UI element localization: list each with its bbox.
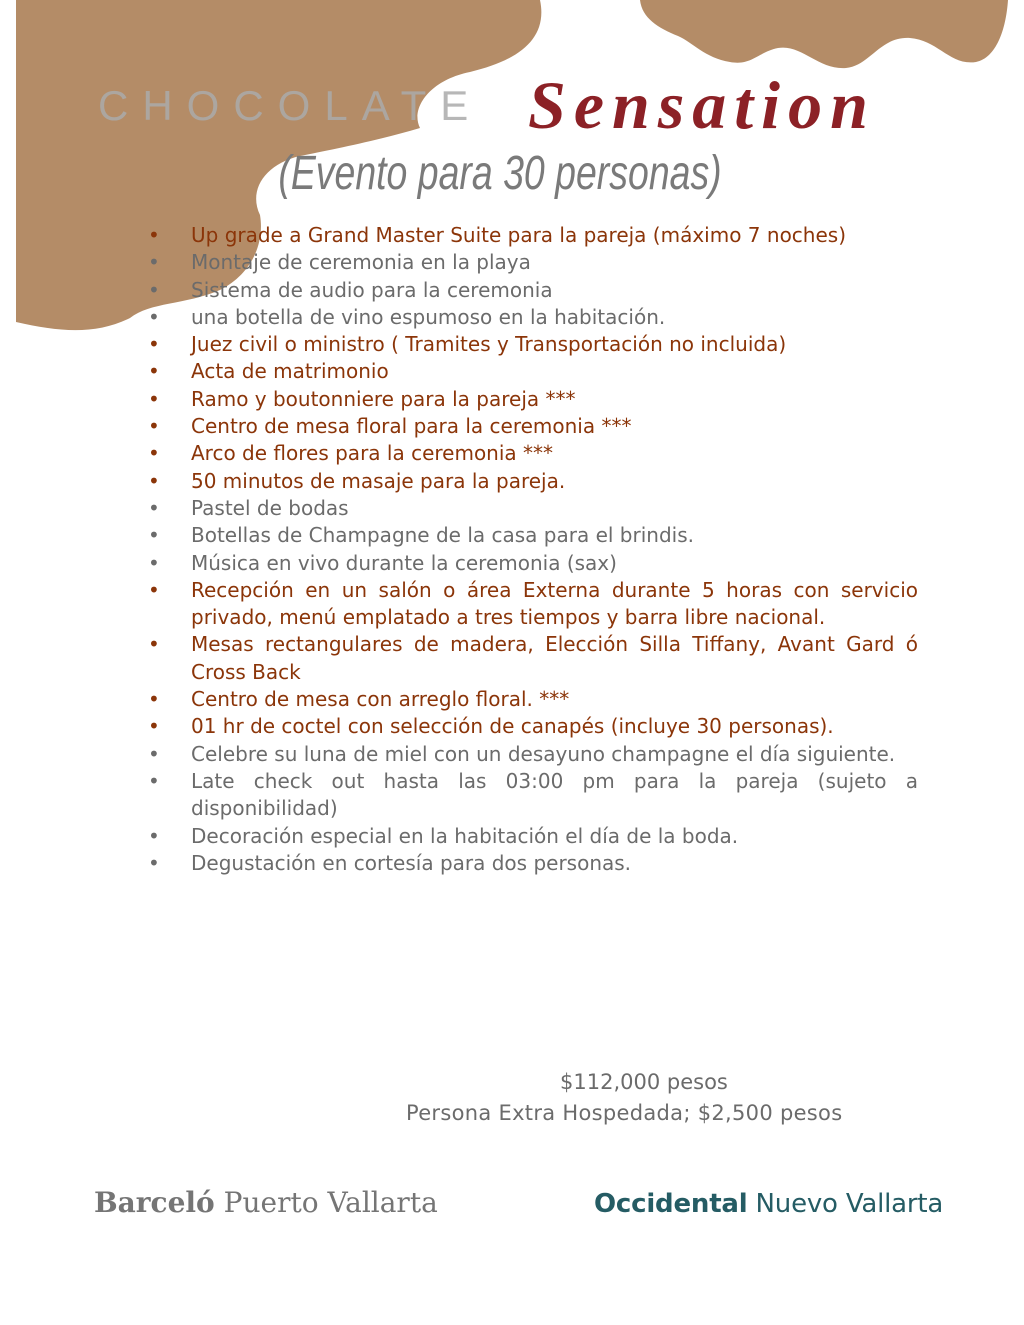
list-item-text: Ramo y boutonniere para la pareja ***: [191, 386, 576, 411]
list-item-text: Juez civil o ministro ( Tramites y Transportación no incluida): [191, 332, 787, 357]
list-item: [146, 686, 918, 713]
list-item: [146, 550, 918, 577]
list-item: [146, 386, 918, 413]
bullet-icon: •: [148, 223, 160, 247]
bullet-icon: •: [148, 714, 160, 739]
list-item-text: Degustación en cortesía para dos personas.: [191, 850, 632, 875]
list-item-text: Mesas rectangulares de madera, Elección Silla Tiffany, Avant Gard ó Cross Back: [191, 632, 918, 684]
bullet-icon: •: [148, 414, 160, 439]
page-title: [98, 67, 978, 143]
bullet-icon: •: [148, 823, 160, 848]
list-item: [146, 577, 918, 632]
bullet-icon: •: [148, 577, 160, 602]
list-item-text: Arco de flores para la ceremonia ***: [191, 441, 554, 466]
list-item: [146, 304, 918, 331]
list-item: [146, 823, 918, 850]
bullet-icon: •: [148, 441, 160, 466]
list-item: [146, 440, 918, 467]
bullet-icon: •: [148, 468, 160, 493]
bullet-icon: •: [148, 277, 160, 302]
list-item-text: Pastel de bodas: [191, 495, 349, 520]
list-item: [146, 249, 918, 276]
list-item: [146, 850, 918, 877]
list-item-text: Celebre su luna de miel con un desayuno champagne el día siguiente.: [191, 741, 896, 766]
list-item-text: Sistema de audio para la ceremonia: [191, 277, 553, 302]
bullet-icon: •: [148, 632, 160, 657]
barcelo-logo-location: Puerto Vallarta: [214, 1186, 438, 1219]
bullet-icon: •: [148, 687, 160, 712]
bullet-icon: •: [148, 550, 160, 575]
list-item-text: Recepción en un salón o área Externa durante 5 horas con servicio privado, menú emplatado a tres tiempos y barra libre nacional.: [191, 577, 918, 630]
chocolate-splash-right: [640, 0, 1008, 68]
list-item: [146, 741, 918, 768]
bullet-icon: •: [148, 523, 160, 548]
event-subtitle: (Evento para 30 personas): [278, 147, 722, 200]
list-item: [146, 495, 918, 522]
list-item-text: Acta de matrimonio: [191, 359, 389, 384]
bullet-icon: •: [148, 332, 160, 357]
occidental-logo-location: Nuevo Vallarta: [747, 1189, 944, 1219]
list-item: [146, 522, 918, 549]
list-item: [146, 768, 918, 823]
bullet-icon: •: [148, 359, 160, 384]
barcelo-puerto-vallarta-logo: [94, 1186, 438, 1219]
list-item: [146, 413, 918, 440]
list-item-text: Late check out hasta las 03:00 pm para la pareja (sujeto a disponibilidad): [191, 768, 918, 821]
bullet-icon: •: [148, 495, 160, 520]
bullet-icon: •: [148, 741, 160, 766]
list-item-text: Up grade a Grand Master Suite para la pareja (máximo 7 noches): [191, 223, 846, 247]
list-item-text: Centro de mesa con arreglo floral. ***: [191, 687, 570, 712]
occidental-nuevo-vallarta-logo: [594, 1189, 943, 1219]
list-item-text: Botellas de Champagne de la casa para el brindis.: [191, 523, 694, 548]
bullet-icon: •: [148, 850, 160, 875]
list-item-text: 01 hr de coctel con selección de canapés (incluye 30 personas).: [191, 714, 834, 739]
title-chocolate: CHOCOLATE: [98, 82, 483, 129]
list-item-text: 50 minutos de masaje para la pareja.: [191, 468, 566, 493]
title-sensation: Sensation: [528, 67, 876, 143]
barcelo-logo-brand: Barceló: [94, 1186, 215, 1219]
list-item-text: Centro de mesa floral para la ceremonia ***: [191, 414, 632, 439]
list-item-text: Montaje de ceremonia en la playa: [191, 250, 531, 275]
inclusions-list: [146, 222, 918, 877]
extra-guest-price: Persona Extra Hospedada; $2,500 pesos: [406, 1101, 843, 1125]
list-item: [146, 713, 918, 740]
occidental-logo-brand: Occidental: [594, 1189, 748, 1219]
bullet-icon: •: [148, 250, 160, 275]
list-item-text: Decoración especial en la habitación el día de la boda.: [191, 823, 739, 848]
list-item: [146, 358, 918, 385]
list-item: [146, 222, 918, 249]
list-item: [146, 468, 918, 495]
list-item: [146, 331, 918, 358]
list-item-text: Música en vivo durante la ceremonia (sax): [191, 550, 617, 575]
bullet-icon: •: [148, 304, 160, 329]
list-item-text: una botella de vino espumoso en la habitación.: [191, 304, 666, 329]
package-price: $112,000 pesos: [560, 1070, 728, 1094]
bullet-icon: •: [148, 768, 160, 793]
list-item: [146, 631, 918, 686]
bullet-icon: •: [148, 386, 160, 411]
list-item: [146, 277, 918, 304]
